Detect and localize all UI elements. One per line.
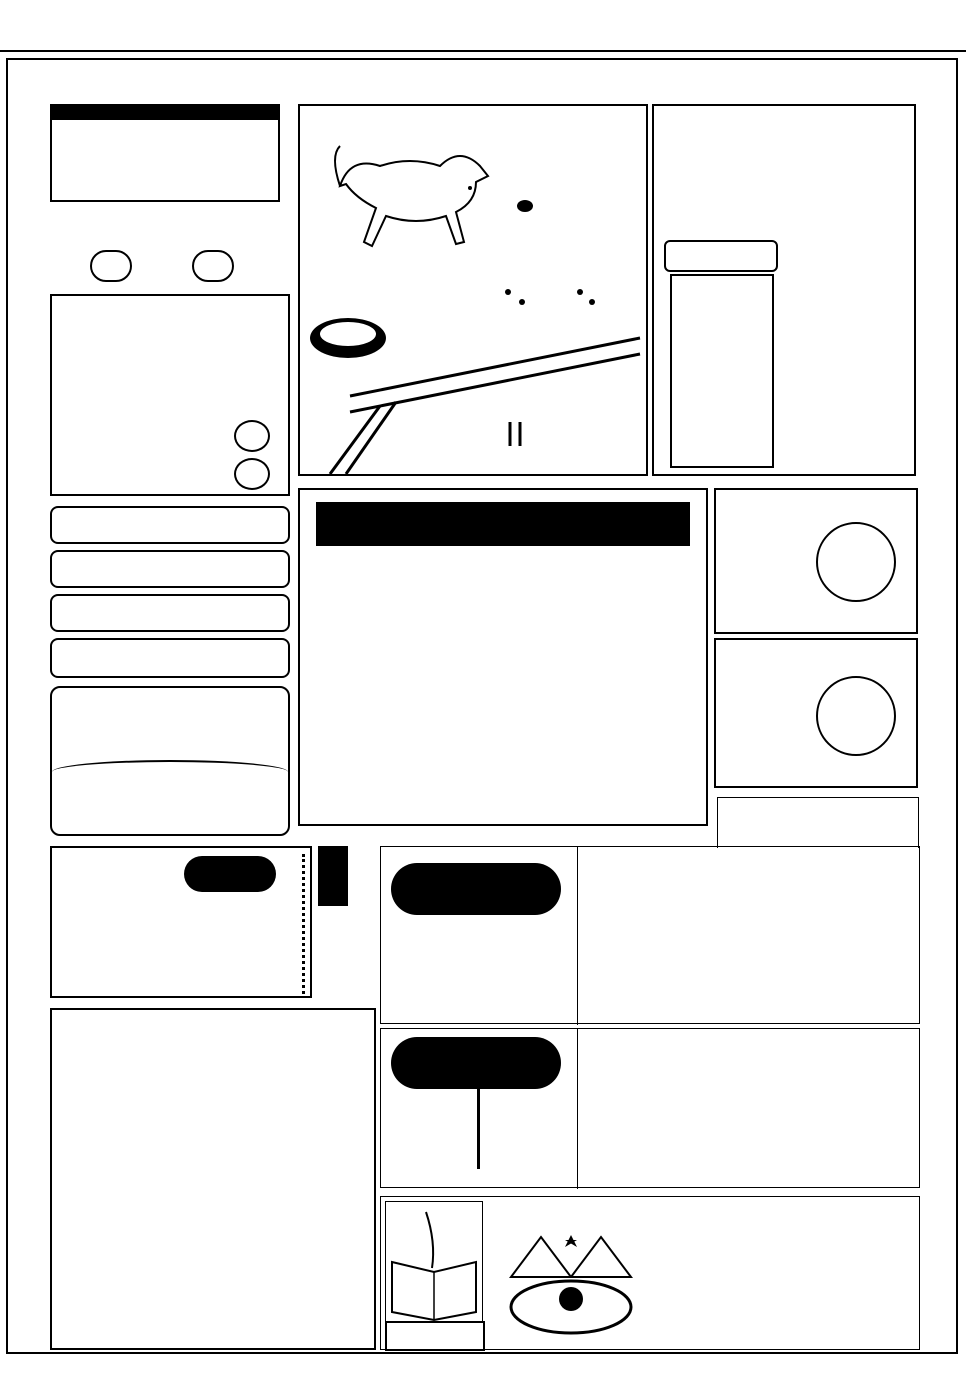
contribution-arc	[52, 760, 288, 784]
hexuan-box	[652, 104, 916, 476]
rank-table-box	[50, 104, 280, 202]
ox-field-illustration	[300, 106, 646, 474]
lucky-code-row	[50, 506, 290, 544]
oddeven-divider	[477, 1089, 480, 1169]
bigsmall-divider	[577, 847, 578, 1025]
bigsmall-title-box	[717, 797, 919, 848]
oddeven-badge	[391, 1037, 561, 1089]
special-code-box	[50, 294, 290, 496]
computer-numbers	[340, 562, 680, 606]
bigsmall-badge	[391, 863, 561, 915]
computer-title	[316, 502, 690, 546]
xuanji-side-label	[320, 848, 324, 856]
lucky-color-row	[50, 594, 290, 632]
scroll	[670, 274, 774, 468]
lucky-zodiac-row	[50, 550, 290, 588]
riddle-picture	[501, 1217, 641, 1337]
riddle-label	[385, 1321, 485, 1351]
stat2-number	[816, 676, 896, 756]
search-map-tag	[664, 240, 778, 272]
puzzle-box	[50, 1008, 376, 1350]
contribution-box	[50, 686, 290, 836]
lucky-band-row	[50, 638, 290, 678]
xuanji-dotted-rule	[302, 854, 307, 994]
xuanji-side-badge	[318, 846, 348, 906]
hot-cold-num-1	[90, 250, 132, 282]
bigsmall-title	[718, 798, 918, 814]
bigsmall-box	[380, 846, 920, 1024]
riddle-book-illustration	[385, 1201, 483, 1323]
puzzle-grid	[58, 1086, 368, 1346]
stat1-number	[816, 522, 896, 602]
stat-box-1	[714, 488, 918, 634]
provide-num-1	[234, 420, 270, 452]
riddle-box	[380, 1196, 920, 1350]
hot-cold-num-2	[192, 250, 234, 282]
oddeven-vline	[577, 1029, 578, 1189]
stat-box-2	[714, 638, 918, 788]
main-illustration	[298, 104, 648, 476]
oddeven-box	[380, 1028, 920, 1188]
rank-table-title	[52, 106, 278, 120]
xuanji-title-badge	[184, 856, 276, 892]
book-hand-icon	[386, 1202, 482, 1322]
treasure-picture-icon	[501, 1217, 641, 1337]
computer-analysis-box	[298, 488, 708, 826]
header-rule	[0, 50, 966, 52]
provide-num-2	[234, 458, 270, 490]
xuanji-box	[50, 846, 312, 998]
